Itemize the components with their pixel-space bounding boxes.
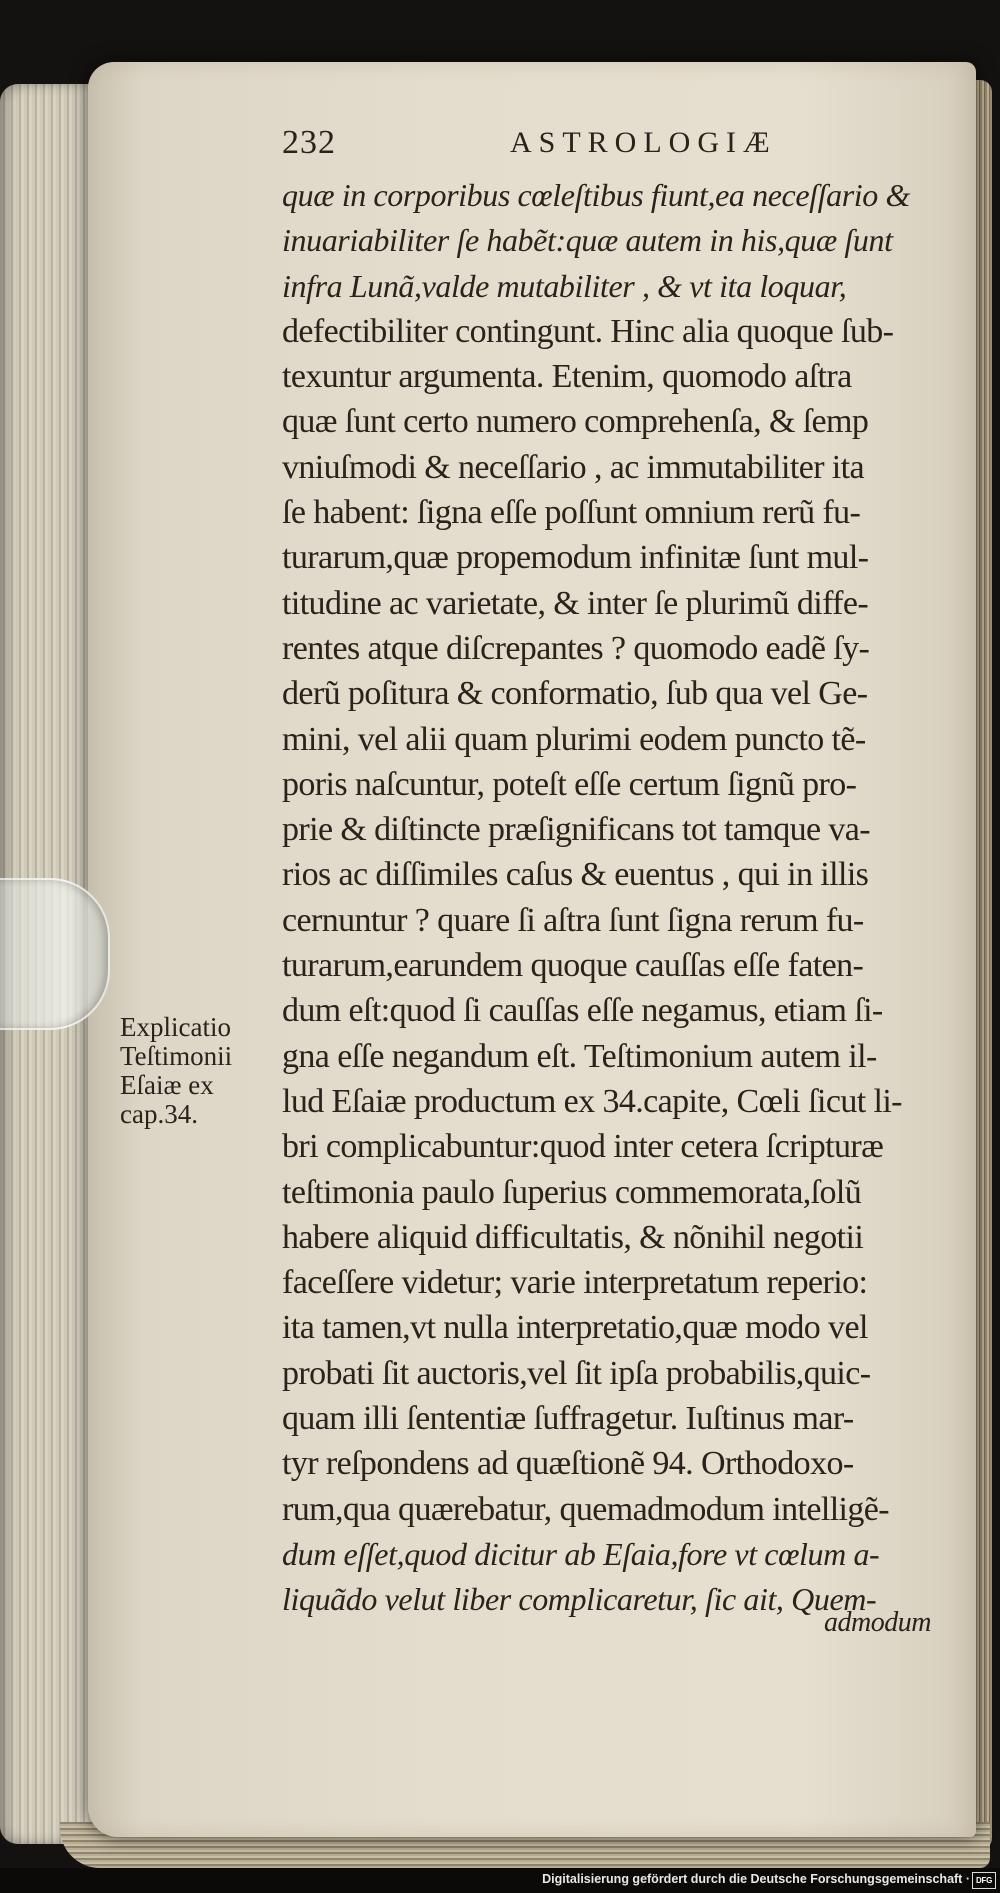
text-line: faceſſere videtur; varie interpretatum reperio: [282, 1264, 868, 1302]
text-line: liquãdo velut liber complicaretur, ſic ait, Quem- [282, 1581, 877, 1618]
text-line: vniuſmodi & neceſſario , ac immutabiliter ita [282, 448, 864, 486]
marginal-note [120, 1013, 280, 1129]
text-line: derũ poſitura & conformatio, ſub qua vel Ge- [282, 675, 868, 713]
text-line: gna eſſe negandum eſt. Teſtimonium autem il- [282, 1037, 877, 1075]
text-line: teſtimonia paulo ſuperius commemorata,ſolũ [282, 1173, 862, 1211]
book-clip [0, 878, 110, 1030]
text-line: infra Lunã,valde mutabiliter , & vt ita loquar, [282, 267, 847, 304]
text-line: bri complicabuntur:quod inter cetera ſcripturæ [282, 1128, 884, 1166]
text-line: rum,qua quærebatur, quemadmodum intelligẽ- [282, 1490, 890, 1528]
footer-credit: Digitalisierung gefördert durch die Deutsche Forschungsgemeinschaft · [542, 1872, 970, 1886]
text-line: ſe habent: ſigna eſſe poſſunt omnium rerũ fu- [282, 494, 861, 532]
text-line: texuntur argumenta. Etenim, quomodo aſtra [282, 358, 852, 396]
text-line: tyr reſpondens ad quæſtionẽ 94. Orthodoxo- [282, 1445, 854, 1483]
marginal-note-line: Explicatio [120, 1012, 231, 1042]
running-head [282, 124, 842, 168]
text-line: mini, vel alii quam plurimi eodem puncto tẽ- [282, 720, 866, 758]
text-line: turarum,quæ propemodum infinitæ ſunt mul- [282, 539, 869, 577]
page-number: 232 [282, 124, 336, 161]
text-line: titudine ac varietate, & inter ſe plurimũ diffe- [282, 584, 869, 622]
text-line: turarum,earundem quoque cauſſas eſſe faten- [282, 947, 864, 985]
text-column [282, 173, 972, 1623]
text-line: prie & diſtincte præſignificans tot tamque va- [282, 811, 871, 849]
marginal-note-line: cap.34. [120, 1099, 198, 1129]
text-line: rentes atque diſcrepantes ? quomodo eadẽ ſy- [282, 629, 870, 667]
text-line: quæ ſunt certo numero comprehenſa, & ſemp [282, 403, 869, 441]
marginal-note-line: Teſtimonii [120, 1041, 233, 1071]
catchword: admodum [824, 1607, 931, 1638]
running-title: ASTROLOGIÆ [510, 126, 777, 159]
text-line: quam illi ſententiæ ſuffragetur. Iuſtinus mar- [282, 1400, 854, 1438]
text-line: quæ in corporibus cœleſtibus fiunt,ea neceſſario & [282, 177, 910, 213]
text-line: habere aliquid difficultatis, & nõnihil negotii [282, 1218, 864, 1256]
text-line: dum eſt:quod ſi cauſſas eſſe negamus, etiam ſi- [282, 992, 883, 1030]
dfg-logo: DFG [972, 1872, 996, 1889]
text-line: rios ac diſſimiles caſus & euentus , qui in illis [282, 856, 869, 894]
text-line: ita tamen,vt nulla interpretatio,quæ modo vel [282, 1309, 868, 1347]
text-line: lud Eſaiæ productum ex 34.capite, Cœli ſicut li- [282, 1082, 902, 1120]
text-line: defectibiliter contingunt. Hinc alia quoque ſub- [282, 312, 894, 350]
text-line: probati ſit auctoris,vel ſit ipſa probabilis,quic- [282, 1354, 871, 1392]
marginal-note-line: Eſaiæ ex [120, 1070, 214, 1100]
text-line: cernuntur ? quare ſi aſtra ſunt ſigna rerum fu- [282, 901, 864, 939]
text-line: inuariabiliter ſe habẽt:quæ autem in his,quæ ſunt [282, 222, 893, 259]
text-line: poris naſcuntur, poteſt eſſe certum ſignũ pro- [282, 765, 857, 803]
text-line: dum eſſet,quod dicitur ab Eſaia,fore vt cœlum a- [282, 1535, 880, 1572]
